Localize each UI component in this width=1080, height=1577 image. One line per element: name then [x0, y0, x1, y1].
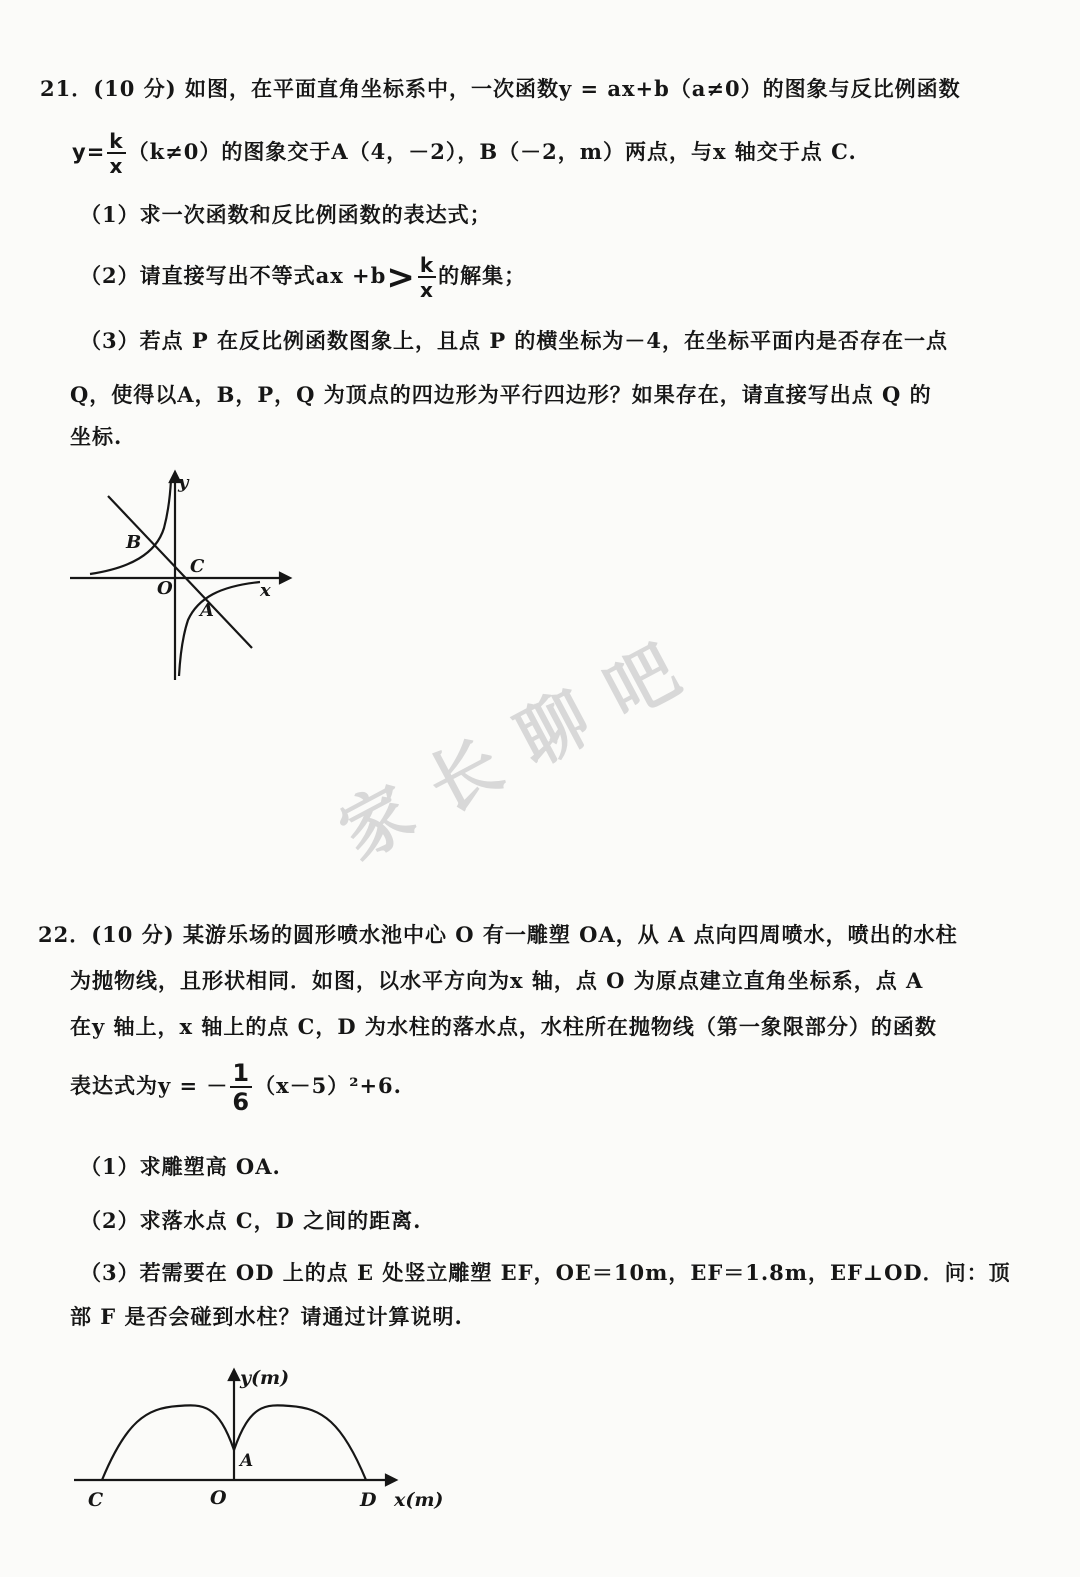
- q21-func-prefix: y=: [72, 140, 106, 164]
- q22-label-D: D: [360, 1489, 377, 1511]
- q21-greater-than-sign: >: [386, 257, 416, 298]
- q21-part2-fraction: [418, 255, 436, 300]
- q21-part2-suffix: 的解集；: [438, 263, 527, 288]
- q21-label-A: A: [200, 600, 214, 621]
- q21-part2-frac-denominator: x: [420, 278, 434, 302]
- q22-figure: [60, 1364, 480, 1524]
- watermark-text: 家长聊吧: [326, 615, 719, 876]
- q21-part2-frac-numerator: k: [419, 253, 435, 277]
- q21-condition-rest: （k≠0）的图象交于A（4，－2），B（－2，m）两点，与x 轴交于点 C.: [127, 139, 857, 164]
- q21-part3-line3: 坐标.: [70, 424, 123, 449]
- q21-part3-line1: （3）若点 P 在反比例函数图象上，且点 P 的横坐标为－4，在坐标平面内是否存在一点: [80, 328, 949, 353]
- q21-hyperbola-branch-lower-right: [179, 582, 260, 676]
- q21-condition: [72, 128, 857, 176]
- q22-part2: （2）求落水点 C，D 之间的距离.: [80, 1208, 422, 1233]
- q21-part1: （1）求一次函数和反比例函数的表达式；: [80, 202, 492, 227]
- q21-figure: [60, 468, 300, 688]
- q22-label-A: A: [240, 1451, 254, 1471]
- q22-line2: 为抛物线，且形状相同．如图，以水平方向为x 轴，点 O 为原点建立直角坐标系，点 A: [70, 968, 924, 993]
- q21-header: 21．(10 分) 如图，在平面直角坐标系中，一次函数y = ax+b（a≠0）的图象与反比例函数: [40, 76, 961, 101]
- q22-line3: 在y 轴上，x 轴上的点 C，D 为水柱的落水点，水柱所在抛物线（第一象限部分）的函数: [70, 1014, 937, 1039]
- q22-frac-denominator: 6: [232, 1088, 251, 1116]
- q22-expression: [70, 1058, 402, 1114]
- q22-label-x: x(m): [394, 1489, 444, 1511]
- q21-label-O: O: [157, 578, 173, 599]
- q21-label-B: B: [126, 532, 142, 553]
- q22-part3-line1: （3）若需要在 OD 上的点 E 处竖立雕塑 EF，OE＝10m，EF＝1.8m，EF⊥OD．问：顶: [80, 1260, 1011, 1285]
- q21-part3-line2: Q，使得以A，B，P，Q 为顶点的四边形为平行四边形？如果存在，请直接写出点 Q 的: [70, 382, 932, 407]
- q22-label-O: O: [210, 1487, 227, 1509]
- q22-part1: （1）求雕塑高 OA.: [80, 1154, 281, 1179]
- q22-label-y: y(m): [240, 1367, 290, 1389]
- q22-parabola-right: [234, 1405, 366, 1480]
- q22-parabola-left: [102, 1405, 234, 1480]
- q21-label-x: x: [260, 580, 271, 601]
- q22-fraction: [230, 1061, 252, 1114]
- q21-linear-function-line: [108, 496, 252, 648]
- q21-part2: [80, 252, 526, 302]
- q21-label-y: y: [178, 472, 189, 493]
- q22-y-axis-arrow: [229, 1370, 239, 1380]
- q21-label-C: C: [190, 556, 205, 577]
- q22-x-axis-arrow: [386, 1475, 396, 1485]
- q22-label-C: C: [88, 1489, 104, 1511]
- q21-part2-prefix: （2）请直接写出不等式ax +b: [80, 263, 387, 288]
- q22-frac-numerator: 1: [232, 1059, 251, 1087]
- q21-frac-numerator: k: [109, 129, 124, 153]
- q21-frac-denominator: x: [109, 154, 124, 178]
- q21-x-axis-arrow: [280, 573, 290, 583]
- q22-expr-prefix: 表达式为y = －: [70, 1073, 229, 1098]
- q22-line1: 22．(10 分) 某游乐场的圆形喷水池中心 O 有一雕塑 OA，从 A 点向四周喷水，喷出的水柱: [38, 922, 958, 947]
- q21-k-over-x-fraction: [107, 131, 125, 176]
- q22-expr-suffix: （x－5）²+6.: [254, 1073, 402, 1098]
- q22-part3-line2: 部 F 是否会碰到水柱？请通过计算说明.: [70, 1304, 463, 1329]
- q21-hyperbola-branch-upper-left: [90, 480, 171, 574]
